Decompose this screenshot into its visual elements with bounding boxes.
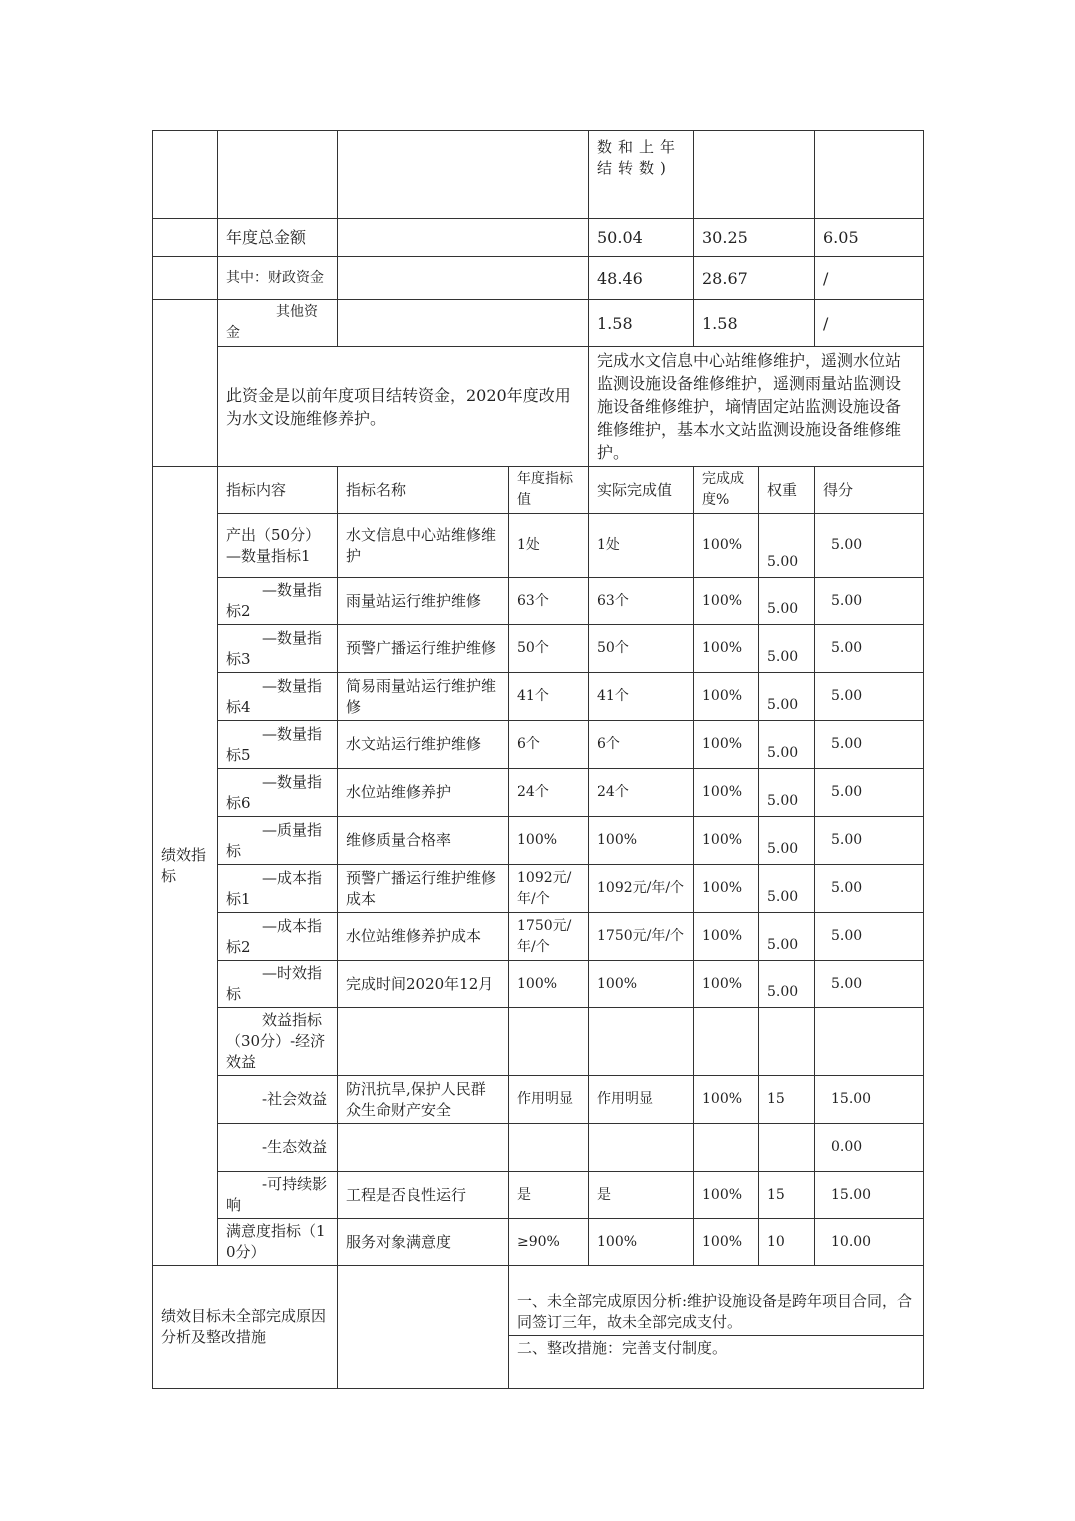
funding-note-row (153, 347, 924, 467)
indicator-row (153, 1124, 924, 1172)
indicator-content: -可持续影响 (218, 1172, 338, 1219)
funding-value-c: / (815, 300, 924, 347)
indicator-weight: 5.00 (759, 625, 815, 673)
indicator-content: -生态效益 (218, 1124, 338, 1172)
indicator-content: —成本指标2 (218, 913, 338, 961)
indicator-score: 5.00 (815, 721, 924, 769)
indicator-target: 1092元/年/个 (509, 865, 589, 913)
indicator-weight (759, 1124, 815, 1172)
indicator-target: 作用明显 (509, 1076, 589, 1124)
indicator-score: 5.00 (815, 913, 924, 961)
indicator-row (153, 578, 924, 625)
funding-label: 年度总金额 (218, 219, 338, 257)
funding-note-left: 此资金是以前年度项目结转资金，2020年度改用为水文设施维修养护。 (218, 347, 589, 467)
indicator-weight: 5.00 (759, 514, 815, 578)
indicator-actual: 41个 (589, 673, 694, 721)
indicator-target: ≥90% (509, 1219, 589, 1266)
indicator-content: —成本指标1 (218, 865, 338, 913)
funding-value-a: 1.58 (589, 300, 694, 347)
header-actual: 实际完成值 (589, 467, 694, 514)
indicator-name: 服务对象满意度 (338, 1219, 509, 1266)
indicator-weight: 15 (759, 1076, 815, 1124)
indicator-row (153, 721, 924, 769)
header-name: 指标名称 (338, 467, 509, 514)
indicator-target: 63个 (509, 578, 589, 625)
analysis-measure: 二、整改措施：完善支付制度。 (509, 1336, 924, 1389)
indicator-name: 工程是否良性运行 (338, 1172, 509, 1219)
indicator-name: 水文站运行维护维修 (338, 721, 509, 769)
funding-row (153, 300, 924, 347)
indicator-name: 水位站维修养护 (338, 769, 509, 817)
indicator-name: 防汛抗旱,保护人民群众生命财产安全 (338, 1076, 509, 1124)
indicator-name (338, 1124, 509, 1172)
indicator-score: 15.00 (815, 1076, 924, 1124)
indicator-row (153, 817, 924, 865)
indicator-rate: 100% (694, 865, 759, 913)
indicator-content: —数量指标6 (218, 769, 338, 817)
indicator-weight: 5.00 (759, 578, 815, 625)
indicator-actual: 63个 (589, 578, 694, 625)
funding-value-c: 6.05 (815, 219, 924, 257)
indicator-weight: 5.00 (759, 913, 815, 961)
indicator-target: 1750元/年/个 (509, 913, 589, 961)
funding-label: 其中：财政资金 (218, 257, 338, 300)
indicator-name: 完成时间2020年12月 (338, 961, 509, 1008)
indicator-name: 水文信息中心站维修维护 (338, 514, 509, 578)
funding-row (153, 257, 924, 300)
funding-value-b: 28.67 (694, 257, 815, 300)
funding-header-cell: 数和上年结转数) (589, 131, 694, 219)
header-rate: 完成成度% (694, 467, 759, 514)
indicator-row (153, 673, 924, 721)
indicator-score: 5.00 (815, 578, 924, 625)
indicator-rate: 100% (694, 817, 759, 865)
indicator-target (509, 1008, 589, 1076)
indicator-name: 简易雨量站运行维护维修 (338, 673, 509, 721)
funding-value-a: 48.46 (589, 257, 694, 300)
indicator-weight: 5.00 (759, 817, 815, 865)
indicator-content: —数量指标5 (218, 721, 338, 769)
analysis-row (153, 1266, 924, 1336)
indicator-score: 5.00 (815, 673, 924, 721)
indicator-weight (759, 1008, 815, 1076)
indicator-score: 5.00 (815, 865, 924, 913)
indicator-content: —数量指标3 (218, 625, 338, 673)
indicator-row (153, 1008, 924, 1076)
indicator-actual: 作用明显 (589, 1076, 694, 1124)
indicator-target: 100% (509, 817, 589, 865)
indicator-actual: 100% (589, 961, 694, 1008)
indicator-actual: 6个 (589, 721, 694, 769)
indicator-actual: 是 (589, 1172, 694, 1219)
indicator-content: -社会效益 (218, 1076, 338, 1124)
funding-note-right: 完成水文信息中心站维修维护，遥测水位站监测设施设备维修维护，遥测雨量站监测设施设备维修维护，墒情固定站监测设施设备维修维护，基本水文站监测设施设备维修维护。 (589, 347, 924, 467)
indicator-score: 5.00 (815, 769, 924, 817)
header-target: 年度指标值 (509, 467, 589, 514)
indicator-content: 满意度指标（10分） (218, 1219, 338, 1266)
indicator-target: 是 (509, 1172, 589, 1219)
indicator-target: 50个 (509, 625, 589, 673)
funding-header-row (153, 131, 924, 219)
indicator-actual: 100% (589, 1219, 694, 1266)
indicator-rate: 100% (694, 514, 759, 578)
indicator-actual (589, 1008, 694, 1076)
indicator-actual: 50个 (589, 625, 694, 673)
indicator-actual (589, 1124, 694, 1172)
indicator-content: 产出（50分）—数量指标1 (218, 514, 338, 578)
indicator-score: 10.00 (815, 1219, 924, 1266)
funding-label: 其他资金 (218, 300, 338, 347)
funding-value-b: 1.58 (694, 300, 815, 347)
indicator-actual: 1750元/年/个 (589, 913, 694, 961)
indicator-score: 5.00 (815, 514, 924, 578)
analysis-reason: 一、未全部完成原因分析:维护设施设备是跨年项目合同，合同签订三年，故未全部完成支付。 (509, 1266, 924, 1336)
indicator-target: 6个 (509, 721, 589, 769)
indicator-content: 效益指标（30分）-经济效益 (218, 1008, 338, 1076)
funding-value-c: / (815, 257, 924, 300)
indicator-name: 雨量站运行维护维修 (338, 578, 509, 625)
indicator-weight: 10 (759, 1219, 815, 1266)
indicator-row (153, 1172, 924, 1219)
indicator-row (153, 514, 924, 578)
indicator-content: —数量指标2 (218, 578, 338, 625)
indicator-row (153, 913, 924, 961)
indicator-rate: 100% (694, 913, 759, 961)
indicator-score: 0.00 (815, 1124, 924, 1172)
indicator-score: 5.00 (815, 625, 924, 673)
performance-table (152, 130, 924, 1389)
header-score: 得分 (815, 467, 924, 514)
indicator-rate: 100% (694, 1172, 759, 1219)
indicator-target: 100% (509, 961, 589, 1008)
indicator-score: 15.00 (815, 1172, 924, 1219)
funding-value-b: 30.25 (694, 219, 815, 257)
funding-row (153, 219, 924, 257)
indicator-actual: 1092元/年/个 (589, 865, 694, 913)
header-weight: 权重 (759, 467, 815, 514)
indicator-rate: 100% (694, 625, 759, 673)
indicator-rate: 100% (694, 769, 759, 817)
indicator-name: 预警广播运行维护维修成本 (338, 865, 509, 913)
indicator-rate (694, 1124, 759, 1172)
section-label: 绩效指标 (153, 467, 218, 1266)
indicator-weight: 5.00 (759, 961, 815, 1008)
indicator-rate: 100% (694, 673, 759, 721)
indicator-row (153, 625, 924, 673)
indicator-weight: 5.00 (759, 865, 815, 913)
indicator-rate: 100% (694, 1076, 759, 1124)
indicator-rate (694, 1008, 759, 1076)
indicator-weight: 5.00 (759, 721, 815, 769)
indicator-weight: 5.00 (759, 673, 815, 721)
indicator-content: —质量指标 (218, 817, 338, 865)
indicator-target: 24个 (509, 769, 589, 817)
indicator-rate: 100% (694, 578, 759, 625)
indicator-name: 预警广播运行维护维修 (338, 625, 509, 673)
indicator-content: —数量指标4 (218, 673, 338, 721)
indicator-rate: 100% (694, 961, 759, 1008)
analysis-label: 绩效目标未全部完成原因分析及整改措施 (153, 1266, 338, 1389)
indicator-content: —时效指标 (218, 961, 338, 1008)
indicator-target: 41个 (509, 673, 589, 721)
indicator-actual: 1处 (589, 514, 694, 578)
indicator-score: 5.00 (815, 817, 924, 865)
indicator-target (509, 1124, 589, 1172)
indicator-score (815, 1008, 924, 1076)
header-content: 指标内容 (218, 467, 338, 514)
indicator-row (153, 1219, 924, 1266)
indicator-row (153, 865, 924, 913)
indicator-name (338, 1008, 509, 1076)
indicator-actual: 100% (589, 817, 694, 865)
indicator-row (153, 769, 924, 817)
indicator-score: 5.00 (815, 961, 924, 1008)
indicator-row (153, 961, 924, 1008)
indicator-weight: 5.00 (759, 769, 815, 817)
indicator-weight: 15 (759, 1172, 815, 1219)
indicator-actual: 24个 (589, 769, 694, 817)
funding-value-a: 50.04 (589, 219, 694, 257)
indicator-target: 1处 (509, 514, 589, 578)
indicator-header-row (153, 467, 924, 514)
indicator-rate: 100% (694, 721, 759, 769)
indicator-name: 维修质量合格率 (338, 817, 509, 865)
indicator-name: 水位站维修养护成本 (338, 913, 509, 961)
indicator-rate: 100% (694, 1219, 759, 1266)
indicator-row (153, 1076, 924, 1124)
